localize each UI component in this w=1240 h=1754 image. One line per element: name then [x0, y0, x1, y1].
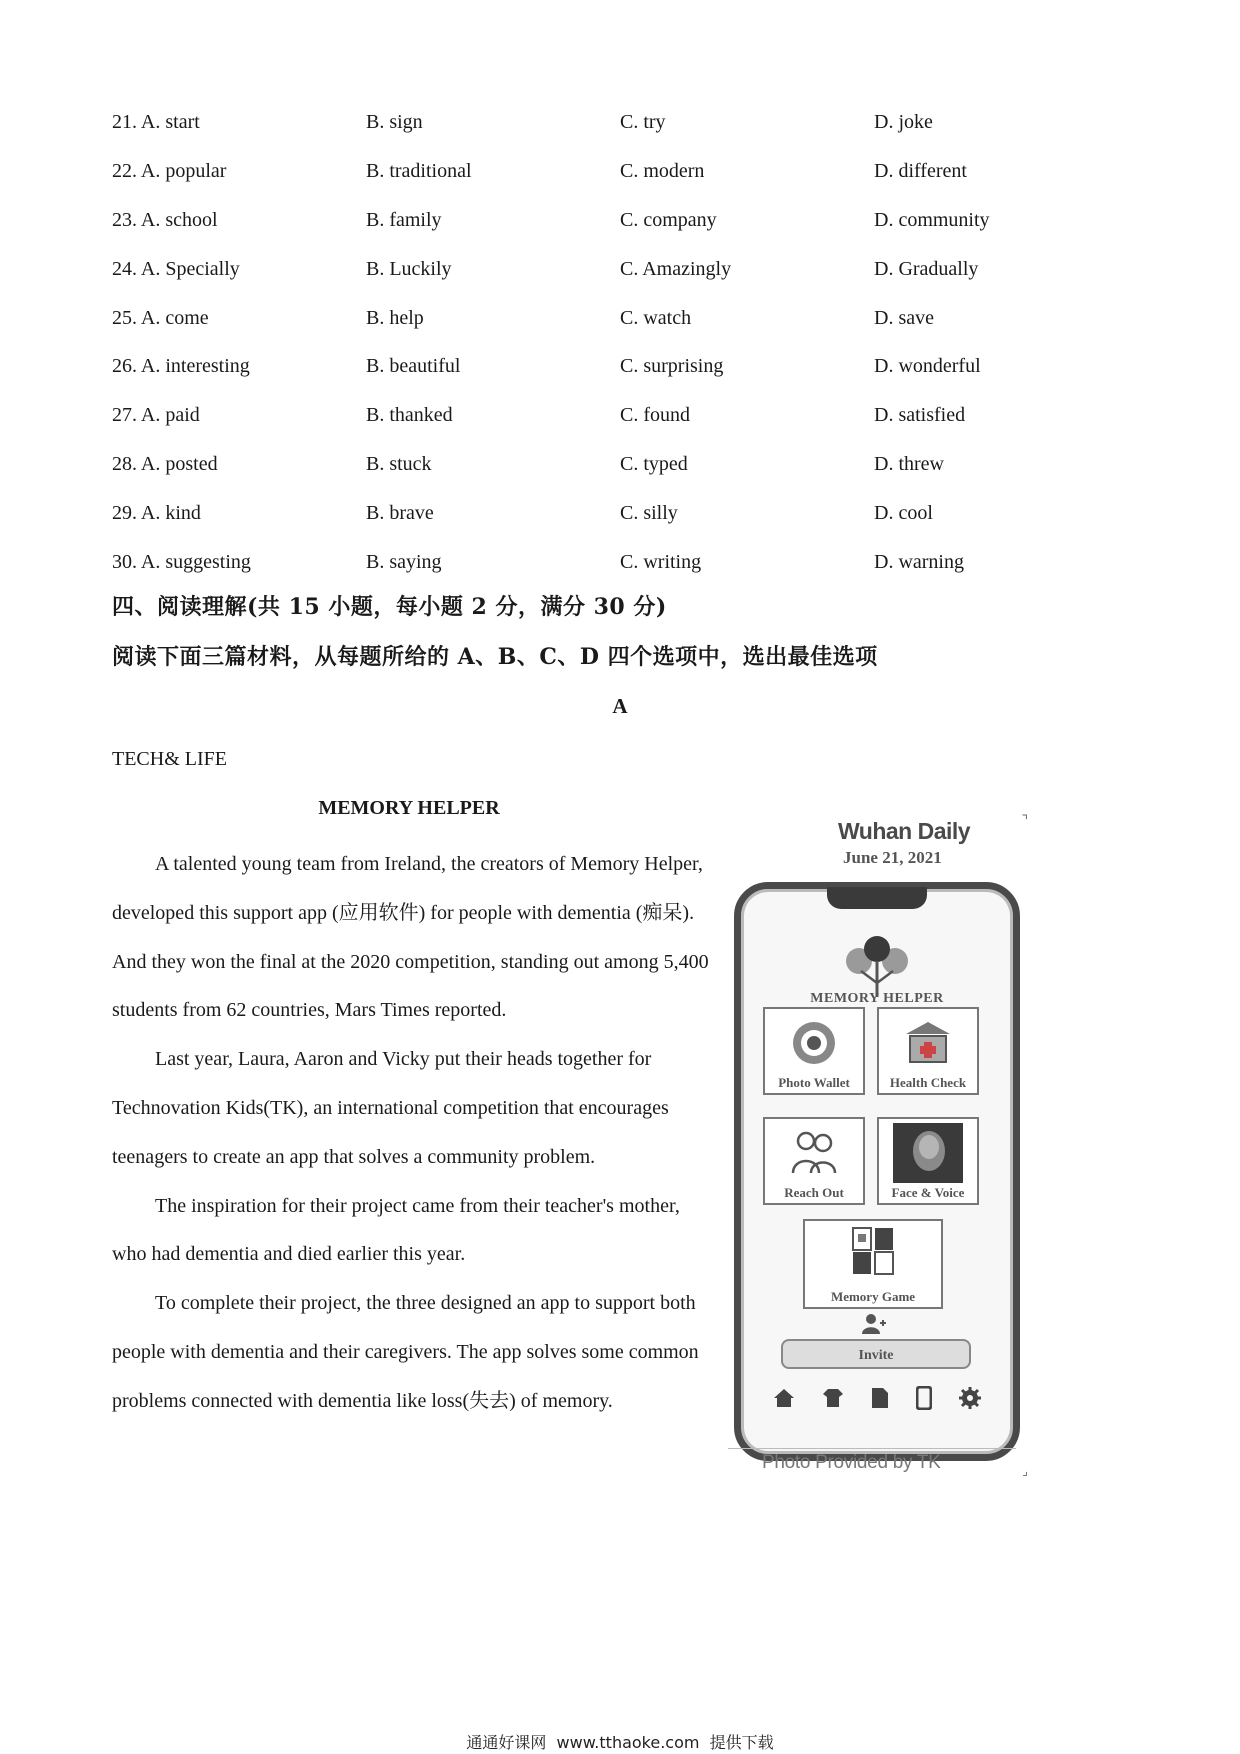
- option-a: A. start: [140, 110, 200, 133]
- question-number-option-a: [112, 245, 366, 294]
- question-number-option-a: [112, 196, 366, 245]
- app-figure: [728, 812, 1028, 1497]
- option-d: D. warning: [874, 550, 964, 573]
- article-paragraph: The inspiration for their project came from their teacher's mother, who had dementia and died earlier this year.: [112, 1194, 680, 1266]
- question-number: 28.: [112, 453, 137, 476]
- option-b: B. stuck: [366, 453, 432, 476]
- option-d: D. community: [874, 208, 990, 231]
- question-number: 21.: [112, 110, 137, 133]
- option-d: D. cool: [874, 502, 933, 525]
- section-instruction: 阅读下面三篇材料，从每题所给的 A、B、C、D 四个选项中，选出最佳选项: [112, 644, 878, 670]
- camera-icon: [791, 1020, 837, 1066]
- hospital-icon: [904, 1020, 952, 1066]
- question-number: 22.: [112, 159, 137, 182]
- tile-label: Health Check: [889, 1075, 967, 1090]
- question-number: 30.: [112, 550, 137, 573]
- option-row: [112, 294, 1072, 343]
- option-d: D. threw: [874, 453, 944, 476]
- option-row: [112, 245, 1072, 294]
- tile-label: Reach Out: [784, 1185, 844, 1200]
- option-b: B. saying: [366, 550, 442, 573]
- option-a: A. come: [140, 306, 209, 329]
- phone-frame: [734, 882, 1020, 1461]
- option-b: B. help: [366, 306, 424, 329]
- question-number-option-a: [112, 538, 366, 587]
- option-d: D. save: [874, 306, 934, 329]
- option-a: A. school: [140, 208, 218, 231]
- people-icon: [789, 1129, 839, 1177]
- option-row: [112, 147, 1072, 196]
- option-row: [112, 440, 1072, 489]
- question-number-option-a: [112, 440, 366, 489]
- question-number: 25.: [112, 306, 137, 329]
- option-a: A. Specially: [140, 257, 240, 280]
- option-d: D. wonderful: [874, 355, 981, 378]
- option-c: C. company: [620, 208, 717, 231]
- tile-label: Photo Wallet: [778, 1075, 850, 1090]
- health-check-tile[interactable]: [877, 1007, 979, 1095]
- option-row: [112, 538, 1072, 587]
- question-number: 26.: [112, 355, 137, 378]
- option-b: B. brave: [366, 502, 434, 525]
- tile-label: Memory Game: [830, 1289, 916, 1304]
- phone-notch: [827, 887, 927, 909]
- tile-label: Face & Voice: [891, 1185, 965, 1200]
- photo-credit: Photo Provided by TK: [762, 1452, 941, 1473]
- app-name: MEMORY HELPER: [810, 991, 944, 1006]
- question-number: 23.: [112, 208, 137, 231]
- option-a: A. paid: [140, 404, 200, 427]
- option-row: [112, 98, 1072, 147]
- options-table: [112, 98, 1072, 587]
- option-row: [112, 391, 1072, 440]
- option-d: D. joke: [874, 110, 933, 133]
- portrait-photo-icon: [893, 1123, 963, 1183]
- option-c: C. watch: [620, 306, 692, 329]
- cards-icon: [851, 1226, 895, 1276]
- bottom-nav: [759, 1383, 995, 1413]
- article-paragraph: To complete their project, the three designed an app to support both people with dementia and their caregivers. The app solves some common problems connected with dementia like loss(失去) of memory.: [112, 1292, 699, 1412]
- add-person-icon: [861, 1313, 887, 1335]
- newspaper-name: Wuhan Daily: [838, 818, 971, 844]
- question-number: 27.: [112, 404, 137, 427]
- question-number-option-a: [112, 147, 366, 196]
- option-a: A. interesting: [140, 355, 250, 378]
- option-a: A. popular: [140, 159, 227, 182]
- option-a: A. suggesting: [140, 550, 251, 573]
- phone-icon[interactable]: [916, 1386, 932, 1410]
- question-number-option-a: [112, 294, 366, 343]
- crop-mark-icon: ⌝: [1021, 812, 1028, 828]
- newspaper-date: June 21, 2021: [843, 848, 942, 867]
- crop-mark-icon: ⌟: [1022, 1464, 1028, 1478]
- option-c: C. surprising: [620, 355, 724, 378]
- option-row: [112, 489, 1072, 538]
- option-b: B. traditional: [366, 159, 472, 182]
- option-a: A. kind: [140, 502, 201, 525]
- section-title: 四、阅读理解(共 15 小题，每小题 2 分，满分 30 分): [112, 594, 667, 620]
- page-footer: 通通好课网 www.tthaoke.com 提供下载: [466, 1733, 774, 1752]
- document-icon[interactable]: [871, 1387, 889, 1409]
- option-c: C. modern: [620, 159, 705, 182]
- option-b: B. thanked: [366, 404, 453, 427]
- question-number: 29.: [112, 502, 137, 525]
- option-b: B. beautiful: [366, 355, 461, 378]
- question-number-option-a: [112, 342, 366, 391]
- option-b: B. family: [366, 208, 442, 231]
- option-d: D. different: [874, 159, 967, 182]
- option-c: C. typed: [620, 453, 688, 476]
- article-title: MEMORY HELPER: [318, 797, 500, 819]
- option-a: A. posted: [140, 453, 218, 476]
- memory-game-tile[interactable]: [803, 1219, 943, 1309]
- shirt-icon[interactable]: [822, 1387, 844, 1409]
- reach-out-tile[interactable]: [763, 1117, 865, 1205]
- question-number: 24.: [112, 257, 137, 280]
- gear-icon[interactable]: [959, 1387, 981, 1409]
- caption-divider: [728, 1448, 1016, 1449]
- photo-wallet-tile[interactable]: [763, 1007, 865, 1095]
- option-row: [112, 342, 1072, 391]
- option-c: C. Amazingly: [620, 257, 732, 280]
- invite-button[interactable]: Invite: [781, 1339, 971, 1369]
- option-b: B. Luckily: [366, 257, 452, 280]
- article-paragraph: Last year, Laura, Aaron and Vicky put their heads together for Technovation Kids(TK), an international competition that encourages teenagers to create an app that solves a community problem.: [112, 1048, 669, 1168]
- option-b: B. sign: [366, 110, 423, 133]
- option-c: C. found: [620, 404, 690, 427]
- option-c: C. silly: [620, 502, 678, 525]
- option-c: C. writing: [620, 550, 702, 573]
- question-number-option-a: [112, 391, 366, 440]
- option-d: D. Gradually: [874, 257, 979, 280]
- option-d: D. satisfied: [874, 404, 966, 427]
- option-row: [112, 196, 1072, 245]
- article-body: [112, 840, 712, 1426]
- option-c: C. try: [620, 110, 666, 133]
- question-number-option-a: [112, 489, 366, 538]
- face-voice-tile[interactable]: [877, 1117, 979, 1205]
- column-name: TECH& LIFE: [112, 748, 227, 770]
- article-paragraph: A talented young team from Ireland, the creators of Memory Helper, developed this support app (应用软件) for people with dementia (痴呆). And they won the final at the 2020 competition, standing out among 5,400 students from 62 countries, Mars Times reported.: [112, 853, 709, 1022]
- passage-letter: A: [612, 694, 628, 718]
- question-number-option-a: [112, 98, 366, 147]
- home-icon[interactable]: [773, 1387, 795, 1409]
